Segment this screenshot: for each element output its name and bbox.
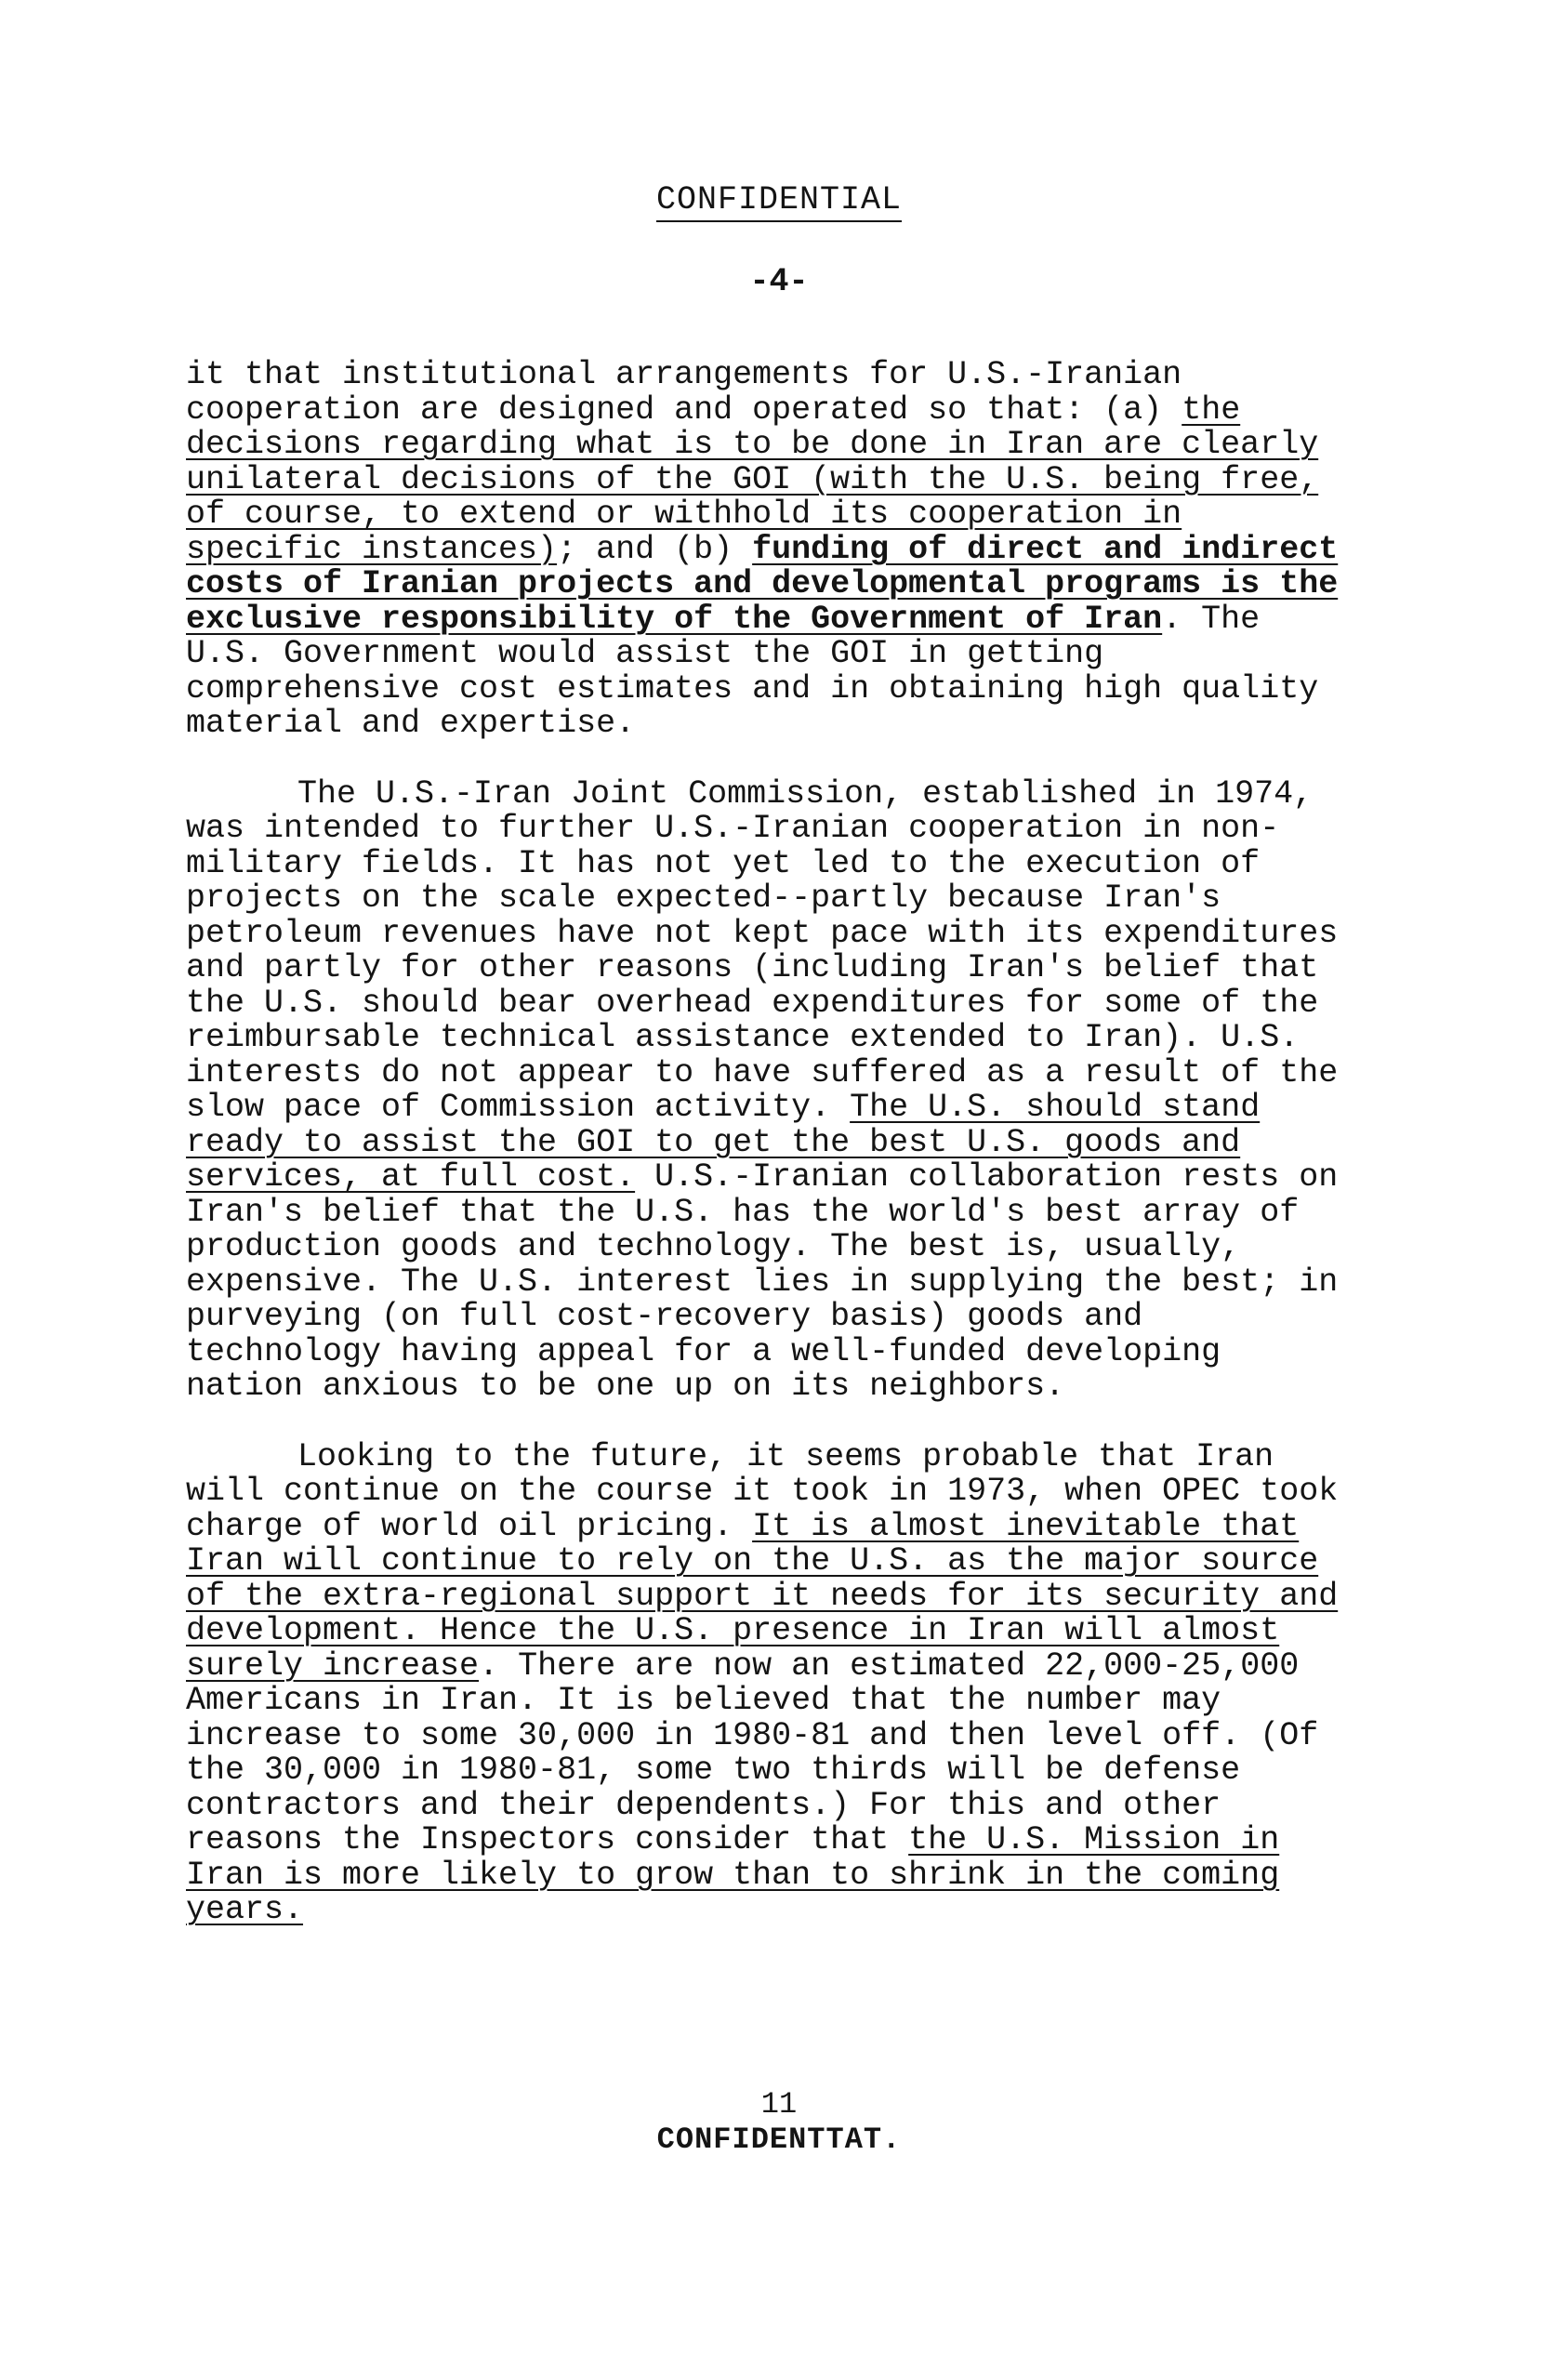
handwritten-page-number: 11 [760, 2087, 798, 2122]
paragraph-1-text: ; and (b) [557, 530, 753, 568]
paragraph-1 [186, 358, 1357, 742]
paragraph-2-underlined: The U.S. should stand ready to assist the GOI to get the best U.S. goods and services, at full cost. [186, 1089, 1261, 1196]
paragraph-3 [186, 1437, 1357, 1928]
paragraph-2-text: U.S.-Iranian collaboration rests on Iran's belief that the U.S. has the world's best array of production goods and technology. The best is, usually, expensive. The U.S. interest lies in supplying the best; in purveying (on full cost-recovery basis) goods and technology having appeal for a well-funded developing nation anxious to be one up on its neighbors. [186, 1158, 1339, 1405]
paragraph-3-text: . There are now an estimated 22,000-25,000 Americans in Iran. It is believed that the number may increase to some 30,000 in 1980-81 and then level off. (Of the 30,000 in 1980-81, some two thirds will be defense contractors and their dependents.) For this and other reasons the Inspectors consider that [186, 1646, 1319, 1858]
page-number: -4- [749, 263, 809, 300]
paragraph-2-text: The U.S.-Iran Joint Commission, established in 1974, was intended to further U.S.-Iranian cooperation in non-military fields. It has not yet led to the execution of projects on the scale expected--partly because Iran's petroleum revenues have not kept pace with its expenditures and partly for other reasons (including Iran's belief that the U.S. should bear overhead expenditures for some of the reimbursable technical assistance extended to Iran). U.S. interests do not appear to have suffered as a result of the slow pace of Commission activity. [186, 774, 1339, 1126]
body-text [186, 358, 1357, 1964]
classification-header-text: CONFIDENTIAL [656, 181, 902, 222]
paragraph-3-text: Looking to the future, it seems probable that Iran will continue on the course it took in 1973, when OPEC took charge of world oil pricing. [186, 1437, 1339, 1545]
classification-footer: CONFIDENTTAT. [656, 2122, 902, 2157]
paragraph-2 [186, 774, 1357, 1405]
paragraph-1-text: it that institutional arrangements for U.S.-Iranian cooperation are designed and operated so that: (a) [186, 356, 1182, 429]
paragraph-3-underlined-a: It is almost inevitable that Iran will continue to rely on the U.S. as the major source of the extra-regional support it needs for its security and development. Hence the U.S. presence in Iran will almost surely increase [186, 1507, 1339, 1685]
paragraph-1-underlined-a: the decisions regarding what is to be done in Iran are clearly unilateral decisions of the GOI (with the U.S. being free, of course, to extend or withhold its cooperation in specific instances) [186, 390, 1319, 568]
paragraph-1-underlined-b: funding of direct and indirect costs of Iranian projects and developmental programs is the exclusive responsibility of the Government of Iran [186, 530, 1339, 638]
paragraph-3-underlined-b: the U.S. Mission in Iran is more likely to grow than to shrink in the coming years. [186, 1821, 1280, 1928]
classification-header [0, 181, 1558, 218]
paragraph-1-text: . The U.S. Government would assist the GOI in getting comprehensive cost estimates and in obtaining high quality material and expertise. [186, 600, 1319, 742]
